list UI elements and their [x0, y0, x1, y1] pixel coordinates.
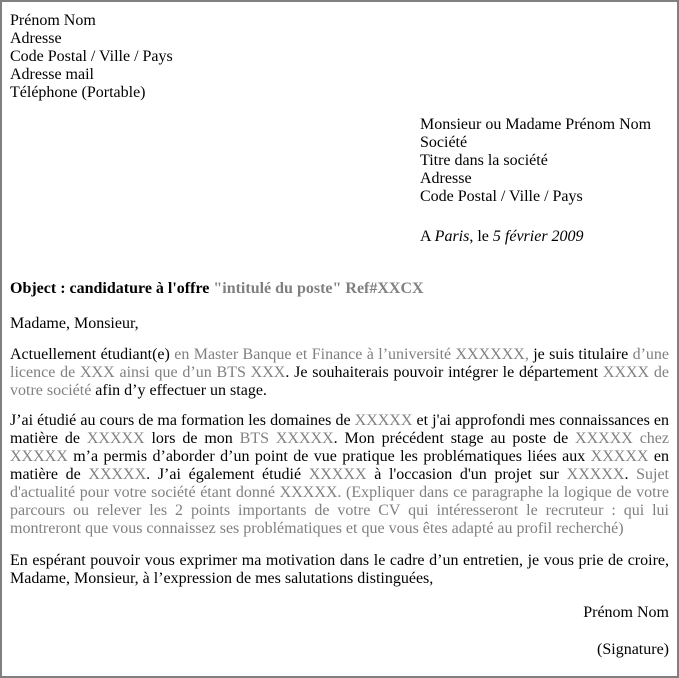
recipient-company: Société	[420, 134, 468, 151]
text-segment: . Mon précédent stage au poste de	[333, 430, 576, 447]
text-segment: m’a permis d’aborder d’un point de vue pratique les problématiques liées aux	[67, 448, 591, 465]
text-segment: et j'ai approfondi mes connaissances en matière de	[10, 412, 669, 447]
recipient-postal-city-country: Code Postal / Ville / Pays	[420, 188, 583, 205]
paragraph-closing	[10, 552, 669, 588]
text-segment: .	[624, 466, 637, 483]
recipient-title: Titre dans la société	[420, 152, 548, 169]
text-segment: Paris	[434, 228, 470, 245]
text-segment: En espérant pouvoir vous exprimer ma motivation dans le cadre d’un entretien, je vous prie de croire, Madame, Monsieur, à l’expression de mes salutations distinguées,	[10, 552, 669, 587]
text-segment: . J’ai également étudié	[146, 466, 309, 483]
salutation: Madame, Monsieur,	[10, 315, 139, 332]
text-segment: XXXXX	[308, 466, 367, 483]
recipient-address-block	[420, 116, 669, 246]
sender-name: Prénom Nom	[10, 12, 96, 29]
text-segment: afin d’y effectuer un stage.	[95, 382, 267, 399]
sender-address-block	[10, 12, 669, 102]
text-segment: en matière de	[10, 448, 669, 483]
text-segment: Actuellement étudiant(e)	[10, 346, 175, 363]
text-segment: XXXXX	[88, 466, 147, 483]
paragraph-experience	[10, 412, 669, 538]
text-segment: J’ai étudié au cours de ma formation les domaines de	[10, 412, 355, 429]
text-segment: à l'occasion d'un projet sur	[366, 466, 567, 483]
text-segment: BTS XXXXX	[239, 430, 334, 447]
text-segment: lors de mon	[144, 430, 240, 447]
text-segment: 5 février 2009	[492, 228, 584, 245]
text-segment: , le	[469, 228, 493, 245]
text-segment: "intitulé du poste" Ref#XXCX	[213, 280, 424, 297]
text-segment: XXXXX	[354, 412, 413, 429]
text-segment: XXXX de votre société	[10, 364, 670, 399]
signature-name: Prénom Nom	[583, 604, 669, 621]
text-segment: XXXXX	[86, 430, 145, 447]
sender-postal-city-country: Code Postal / Ville / Pays	[10, 48, 173, 65]
sender-phone: Téléphone (Portable)	[10, 84, 146, 101]
text-segment: XXXXX	[590, 448, 649, 465]
text-segment: XXXXX chez XXXXX	[10, 430, 669, 465]
subject-line	[10, 280, 669, 298]
date-line	[420, 228, 669, 246]
signature-placeholder: (Signature)	[597, 641, 669, 658]
text-segment: en Master Banque et Finance à l’université XXXXXX,	[174, 346, 534, 363]
text-segment: . Je souhaiterais pouvoir intégrer le département	[285, 364, 603, 381]
text-segment: XXXXX	[566, 466, 625, 483]
text-segment: je suis titulaire	[533, 346, 633, 363]
paragraph-introduction	[10, 346, 669, 400]
recipient-address: Adresse	[420, 170, 472, 187]
sender-address: Adresse	[10, 30, 62, 47]
text-segment: A	[420, 228, 435, 245]
recipient-name: Monsieur ou Madame Prénom Nom	[420, 116, 652, 133]
text-segment: d’une licence de XXX ainsi que d’un BTS XXX	[10, 346, 670, 381]
sender-email: Adresse mail	[10, 66, 94, 83]
text-segment: Sujet d'actualité pour votre société étant donné XXXXX. (Expliquer dans ce paragraphe la logique de votre parcours ou relever les 2 points importants de votre CV qui intéresseront le recruteur : qui lui montreront que vous connaissez ses problématiques et que vous êtes adapté au profil recherché)	[10, 466, 669, 537]
text-segment: Object : candidature à l'offre	[10, 280, 214, 297]
